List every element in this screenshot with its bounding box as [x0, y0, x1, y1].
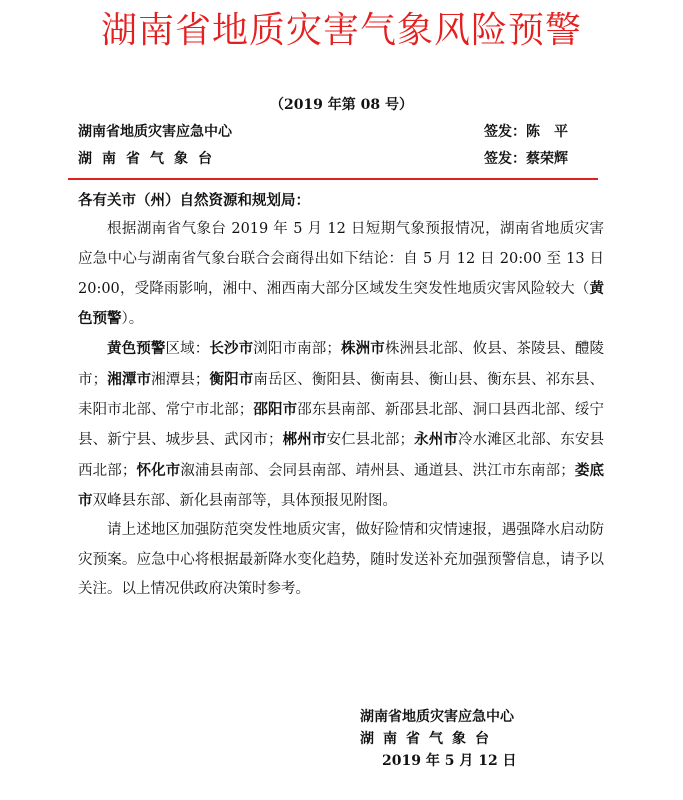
city-loudi: 娄底市 — [78, 461, 605, 509]
signer-1: 签发：陈 平 — [484, 124, 568, 140]
forecast-end: ）。 — [121, 311, 144, 328]
document-body — [78, 186, 604, 604]
paragraph-advice: 请上述地区加强防范突发性地质灾害，做好险情和灾情速报，遇强降水启动防灾预案。应急中心将根据最新降水变化趋势，随时发送补充加强预警信息，请予以关注。以上情况供政府决策时参考。 — [78, 522, 604, 597]
footer-date: 2019 年 5 月 12 日 — [382, 753, 517, 769]
city-yongzhou: 永州市 — [414, 431, 458, 449]
issue-number: （2019 年第 08 号） — [269, 97, 414, 113]
forecast-text: 根据湖南省气象台 2019 年 5 月 12 日短期气象预报情况，湖南省地质灾害应急中心与湖南省气象台联合会商得出如下结论：自 5 月 12 日 20:00 至 13 日 20:00，受降雨影响，湘中、湘西南大部分区域发生突发性地质灾害风险较大（ — [78, 221, 604, 297]
footer-org-1: 湖南省地质灾害应急中心 — [360, 709, 514, 725]
issuing-org-2: 湖南省气象台 — [78, 151, 222, 167]
greeting: 各有关市（州）自然资源和规划局： — [78, 192, 310, 209]
footer-org-2: 湖南省气象台 — [360, 731, 498, 747]
paragraph-forecast — [78, 215, 604, 334]
warning-level: 黄色预警 — [78, 279, 604, 328]
signature-block — [360, 706, 560, 772]
city-chenzhou: 郴州市 — [282, 431, 327, 449]
region-lead-suffix: 区域： — [165, 341, 210, 358]
city-changsha: 长沙市 — [209, 340, 254, 358]
city-zhuzhou: 株洲市 — [340, 340, 385, 358]
city-shaoyang-areas: 邵东县南部、新邵县北部、洞口县西北部、绥宁县、新宁县、城步县、武冈市； — [78, 402, 605, 449]
paragraph-regions — [78, 334, 604, 516]
city-loudi-areas: 双峰县东部、新化县南部等，具体预报见附图。 — [92, 492, 397, 509]
city-huaihua-areas: 溆浦县南部、会同县南部、靖州县、通道县、洪江市东南部； — [180, 462, 575, 479]
signer-2: 签发：蔡荣辉 — [484, 151, 568, 167]
city-changsha-areas: 浏阳市南部； — [253, 341, 341, 358]
document-title: 湖南省地质灾害气象风险预警 — [100, 10, 582, 51]
issuing-org-1: 湖南省地质灾害应急中心 — [78, 124, 232, 140]
region-lead: 黄色预警 — [107, 340, 166, 358]
city-zhuzhou-areas: 株洲县北部、攸县、茶陵县、醴陵市； — [78, 341, 605, 388]
city-xiangtan: 湘潭市 — [107, 370, 152, 388]
city-huaihua: 怀化市 — [136, 461, 181, 479]
city-xiangtan-areas: 湘潭县； — [151, 371, 210, 388]
city-hengyang-areas: 南岳区、衡阳县、衡南县、衡山县、衡东县、祁东县、耒阳市北部、常宁市北部； — [78, 371, 605, 419]
city-shaoyang: 邵阳市 — [253, 401, 298, 419]
city-chenzhou-areas: 安仁县北部； — [326, 432, 415, 449]
city-hengyang: 衡阳市 — [209, 370, 254, 388]
header-divider — [68, 178, 598, 180]
city-yongzhou-areas: 冷水滩区北部、东安县西北部； — [78, 432, 605, 479]
